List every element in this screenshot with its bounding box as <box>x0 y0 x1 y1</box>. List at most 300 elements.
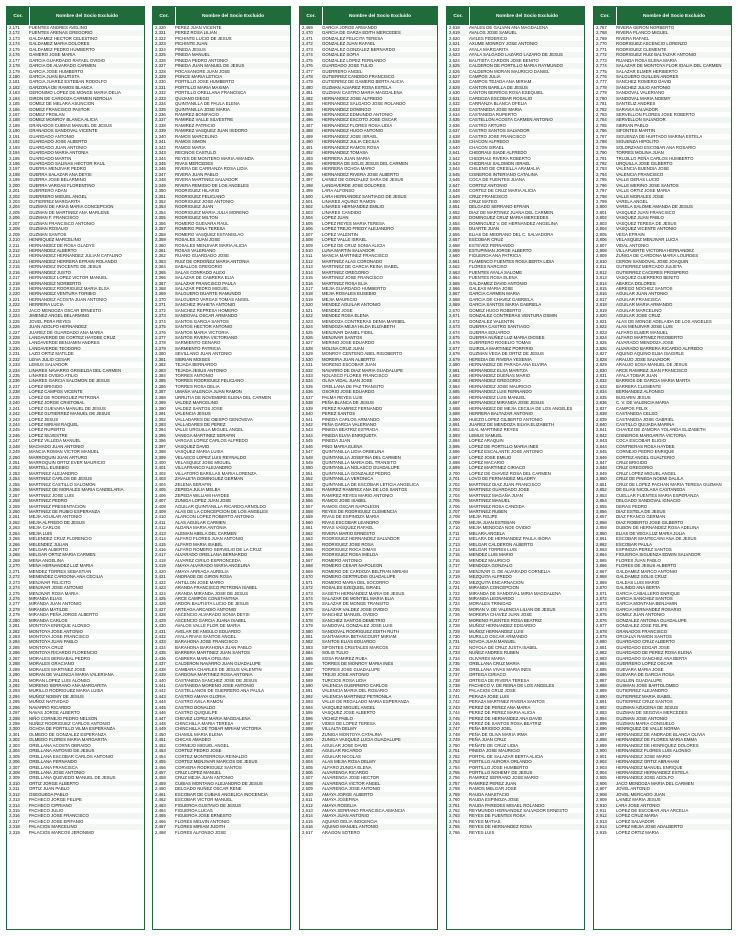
member-name: HERNANDEZ ORTIZ ABRAHAM <box>616 759 679 765</box>
member-name: PINO MARIA ELENA <box>322 443 363 449</box>
member-name: LOPEZ CRUZ MARIA <box>616 813 659 819</box>
member-name: ESTEVEZ FERNANDO <box>469 242 514 248</box>
table-row <box>300 830 437 835</box>
member-name: MEJIA AGUILAR ANTONIO <box>29 514 82 520</box>
row-number: 2,531 <box>302 362 313 368</box>
row-number: 2,258 <box>9 498 20 504</box>
member-name: CRUZ LOPEZ MIGUEL ANGEL <box>616 470 677 476</box>
member-name: HERRERA DE SOLIS JESUS DEL CARMEN <box>322 160 409 166</box>
member-name: CORTEZ ANGEL GUALTERIO <box>616 454 675 460</box>
member-name: SIGUENZA DE HURTADO MARINA ESTELA <box>616 133 703 139</box>
row-number: 2,696 <box>449 449 460 455</box>
row-number: 2,763 <box>449 813 460 819</box>
member-name: MELGAR CALDERON ALBERTO <box>469 541 534 547</box>
member-name: GARCIA JUAREZ ESTEBAN RODOLFO <box>29 79 107 85</box>
member-name: BAUTISTA CARDON JOSE BENITO <box>469 57 539 63</box>
row-number: 2,736 <box>449 666 460 672</box>
row-number: 2,198 <box>9 171 20 177</box>
row-number: 2,652 <box>449 209 460 215</box>
row-number: 2,202 <box>9 193 20 199</box>
member-name: AVILES FEDERICO <box>469 35 508 41</box>
member-name: MARTINEZ PEDRO <box>29 498 68 504</box>
row-number: 2,499 <box>302 188 313 194</box>
member-name: ZELENA SERAFIN <box>175 481 212 487</box>
member-name: ZEPEDA JULIA MELBA <box>175 487 221 493</box>
member-name: CASTRO AVILA RAMON <box>175 699 223 705</box>
member-name: RIVERA MARTINEZ SALVADOR <box>175 177 238 183</box>
member-name: VARELA SALOME AMANDA DE JESUS <box>616 204 693 210</box>
member-name: CHINCHILLA DE TOBAR MIRIAM VICTORIA <box>175 726 262 732</box>
row-number: 2,622 <box>449 46 460 52</box>
row-number: 2,324 <box>155 46 166 52</box>
row-number: 2,365 <box>155 269 166 275</box>
row-number: 2,562 <box>302 530 313 536</box>
row-number: 2,905 <box>596 775 607 781</box>
member-name: PINEDA JESUS <box>175 46 206 52</box>
member-name: GUTIERREZ MARGARITA <box>29 199 81 204</box>
row-number: 2,480 <box>302 84 313 90</box>
row-number: 2,287 <box>9 655 20 661</box>
row-number: 2,210 <box>9 237 20 243</box>
row-number: 2,300 <box>9 726 20 732</box>
row-number: 2,680 <box>449 362 460 368</box>
member-name: ROMERO GERTRUDIS GUADALUPE <box>322 574 396 580</box>
row-number: 2,730 <box>449 634 460 639</box>
row-number: 2,248 <box>9 443 20 449</box>
row-number: 2,509 <box>302 242 313 248</box>
row-number: 2,907 <box>596 786 607 792</box>
member-name: GARCIA HERNANDEZ ROSARIO <box>616 606 682 612</box>
row-number: 2,183 <box>9 90 20 96</box>
member-name: REYES MATIAS <box>469 818 501 824</box>
row-number: 2,580 <box>302 628 313 634</box>
row-number: 2,749 <box>449 737 460 743</box>
member-name: GONZALEZ VALENTIN <box>469 318 515 324</box>
member-name: MIRANDA PEÑA JORGE ALBERTO <box>29 612 99 618</box>
column-header <box>447 7 584 25</box>
member-name: PERAZA MARTINEZ RIVERA SANTOS <box>469 699 545 705</box>
row-number: 2,497 <box>302 177 313 183</box>
row-number: 2,900 <box>596 748 607 754</box>
member-name: ROMERO CESAR NAPOLEON <box>322 563 383 569</box>
row-number: 2,502 <box>302 204 313 210</box>
member-name: CUBIAS MONTANO ALEJANDRO DE JESUS <box>175 780 263 786</box>
row-number: 2,463 <box>155 802 166 808</box>
member-name: ARTEAGA ARCADIO ANTONIO <box>175 606 237 612</box>
member-name: GUZMAN DE MARTINEZ ANA MARLENE <box>29 209 110 215</box>
member-name: SANCHEZ MANUEL OVIDIO <box>322 612 378 618</box>
member-name: LEAL MARTINEZ REYES <box>469 427 519 433</box>
member-name: AMAYA JOSEFINA <box>322 797 359 803</box>
row-number: 2,294 <box>9 693 20 699</box>
row-number: 2,194 <box>9 150 20 156</box>
member-name: REYMUNDO HERNANDEZ SALVADOR ERNESTO <box>469 808 568 813</box>
member-name: RODRIGUEZ ROCA DIMAS <box>322 547 376 552</box>
row-number: 2,288 <box>9 661 20 667</box>
row-number: 2,558 <box>302 508 313 514</box>
member-name: ESCOBAR CRUZ <box>469 237 504 243</box>
member-name: PICHINTE JUAN <box>175 41 208 47</box>
member-name: HERRERA JUAN MARIA <box>322 155 370 161</box>
member-name: ESPINOZA PEREZ SANTOS <box>616 547 672 552</box>
row-number: 2,597 <box>302 721 313 726</box>
member-name: AYALA SALGADO LAZARO LAZARO DE JESUS <box>469 52 563 58</box>
row-number: 2,817 <box>596 296 607 302</box>
member-name: MENENDEZ CARDONA ANA CECILIA <box>29 574 104 580</box>
row-number: 2,874 <box>596 606 607 612</box>
row-number: 2,745 <box>449 715 460 721</box>
member-name: GONZALEZ GONZALEZ BERNARDO <box>322 46 396 52</box>
row-number: 2,702 <box>449 481 460 487</box>
member-name: GUTIERREZ CACERES PROSPERO <box>616 269 689 275</box>
row-number: 2,247 <box>9 438 20 444</box>
member-name: CASTILLO QUIJADA MARINA <box>616 421 675 427</box>
member-name: PALACIOS CRUZ JOSE <box>469 688 516 694</box>
row-number: 2,452 <box>155 742 166 748</box>
row-number: 2,908 <box>596 791 607 797</box>
member-name: CRUZ DE PINEDA NOEMI DALILA <box>616 476 684 482</box>
column-header <box>300 7 437 25</box>
member-name: CABRERA MARIA OFELINA <box>175 655 230 661</box>
member-name: LARA HERNANDEZ SANTIAGO DE JESUS <box>322 193 407 199</box>
member-name: MENDOZA GONZALO <box>469 563 513 569</box>
member-name: HERNANDEZ MANUEL ENRIQUE <box>616 764 683 770</box>
row-number: 2,802 <box>596 215 607 221</box>
row-number: 2,191 <box>9 133 20 139</box>
member-name: ORELLANA CRUZ MARIA <box>469 661 520 667</box>
row-number: 2,269 <box>9 557 20 563</box>
row-number: 2,833 <box>596 383 607 389</box>
member-name: RODRIGUEZ CLEMENTE <box>616 46 667 52</box>
member-name: LAINEZ DE GONZALEZ SARA DE JESUS <box>322 177 404 183</box>
row-number: 2,333 <box>155 95 166 101</box>
member-name: VASQUEZ TERESA DE JESUS <box>616 220 677 226</box>
rows <box>153 25 290 835</box>
row-number: 2,310 <box>9 780 20 786</box>
row-number: 2,594 <box>302 704 313 710</box>
row-number: 2,877 <box>596 623 607 629</box>
member-name: HERRERA BALTAZAR ANTONIO <box>469 411 533 417</box>
row-number: 2,718 <box>449 568 460 574</box>
member-name: AQUINO MANUEL ANTONIO <box>322 824 379 830</box>
row-number: 2,811 <box>596 264 607 270</box>
member-name: MENDEZ ROSA ELENA <box>322 313 369 319</box>
row-number: 2,710 <box>449 525 460 531</box>
row-number: 2,834 <box>596 389 607 395</box>
member-name: RIVERA GERON NORBERTO <box>616 25 675 30</box>
row-number: 2,309 <box>9 775 20 781</box>
row-number: 2,628 <box>449 79 460 85</box>
member-name: LOPEZ DE CRUZ SONIA ALICIA <box>322 242 386 248</box>
member-name: MORENO FUENTES ROSA BEATRIZ <box>469 617 542 623</box>
member-name: SARMIENTO GENARO <box>175 340 221 346</box>
row-number: 2,290 <box>9 672 20 678</box>
row-number: 2,796 <box>596 182 607 188</box>
row-number: 2,430 <box>155 623 166 629</box>
member-name: JUAREZ DE MENDOZA SILVIA ELIZABETH <box>469 421 554 427</box>
row-number: 2,446 <box>155 710 166 716</box>
member-name: GARCIA JOSE HUMBERTO <box>29 68 84 74</box>
row-number: 2,433 <box>155 639 166 645</box>
row-number: 2,646 <box>449 177 460 183</box>
row-number: 2,512 <box>302 258 313 264</box>
member-name: RAMOS MARCELINO <box>175 133 218 139</box>
row-number: 2,574 <box>302 595 313 601</box>
member-name: SALGUERO GUILLEN ANDRES <box>616 73 679 79</box>
member-name: LOPEZ GUEVARA MANUEL DE JESUS <box>29 405 106 411</box>
member-name: GUZMAN FRANCISCO ANTONIO <box>29 220 95 226</box>
row-number: 2,432 <box>155 634 166 639</box>
member-name: DELGADO NUÑEZ OSCAR RENE <box>175 786 242 792</box>
row-number: 2,860 <box>596 530 607 536</box>
row-number: 2,436 <box>155 655 166 661</box>
row-number: 2,465 <box>155 813 166 819</box>
row-number: 2,737 <box>449 672 460 678</box>
member-name: DIAZ ESTELA DE JESUS <box>616 508 666 514</box>
member-name: ALFARO FLORES JUAN ANTONIO <box>175 536 244 542</box>
row-number: 2,279 <box>9 612 20 618</box>
row-number: 2,550 <box>302 465 313 471</box>
row-number: 2,487 <box>302 122 313 128</box>
row-number: 2,418 <box>155 557 166 563</box>
member-name: PACHECO V. DE REINA DE LOS ANGELES <box>469 682 555 688</box>
member-name: HERNANDEZ RODRIGUEZ MARIA ELSA <box>29 286 110 291</box>
row-number: 2,307 <box>9 764 20 770</box>
member-name: VASQUEZ VICENTE ANTONIO <box>616 226 677 232</box>
row-number: 2,381 <box>155 356 166 362</box>
row-number: 2,331 <box>155 84 166 90</box>
row-number: 2,859 <box>596 525 607 531</box>
row-number: 2,635 <box>449 117 460 123</box>
row-number: 2,524 <box>302 324 313 330</box>
member-name: MEJIA ALFREDO DE JESUS <box>29 519 85 525</box>
member-name: SALAZAR ELMER HERIBERTO <box>616 68 678 74</box>
member-name: VASQUEZ DAVID <box>175 443 210 449</box>
row-number: 2,422 <box>155 579 166 585</box>
member-name: GUSMAN JOSE BARTOLOMEO <box>616 682 679 688</box>
member-name: ABREGO NOCHEZ SANTOS <box>616 286 673 291</box>
member-name: QUIJANO DIEGO <box>175 95 210 101</box>
member-name: MARTINEZ ALAS CORONADO <box>322 258 383 264</box>
row-number: 2,552 <box>302 476 313 482</box>
member-name: MANCIA MARTINEZ FRANCISCO <box>322 253 389 259</box>
row-number: 2,395 <box>155 432 166 438</box>
member-name: RIVAS ESCOBAR LEANDRO <box>322 519 379 525</box>
member-name: RIVERA REMIGIO DE LOS ANGELES <box>175 182 249 188</box>
row-number: 2,695 <box>449 443 460 449</box>
row-number: 2,555 <box>302 492 313 498</box>
member-name: HENRIQUEZ DE VALLE NORMA <box>616 726 680 732</box>
row-number: 2,460 <box>155 786 166 792</box>
member-name: SIBRIAN MOISES <box>175 356 211 362</box>
row-number: 2,903 <box>596 764 607 770</box>
row-number: 2,188 <box>9 117 20 123</box>
member-name: ORELLANA ANTONIO DE JESUS <box>29 748 95 754</box>
row-number: 2,401 <box>155 465 166 471</box>
row-number: 2,469 <box>302 25 313 30</box>
member-name: GALDAMEZ MARIA DOLORES <box>29 41 90 47</box>
row-number: 2,214 <box>9 258 20 264</box>
member-name: GUEVARA DE GARCIA ROSA <box>616 672 675 678</box>
row-number: 2,782 <box>596 106 607 112</box>
member-name: TRUJILLO PEÑA CARLOS HUMBERTO <box>616 155 694 161</box>
member-name: FLAMENCO FUENTES ROSA BERTA LIDIA <box>469 258 555 264</box>
member-name: TORRES RODRIGUEZ FELICIANO <box>175 378 244 384</box>
member-name: PALACIOS MARCOS JERONIMO <box>29 829 95 835</box>
member-name: AMAYA SERRANO FRANCISCA AMANCIA <box>322 808 405 813</box>
member-name: ROMERO MARIA DEL SOCORRO <box>322 579 389 585</box>
member-name: RODRIGUEZ JOSE ANTONIO <box>175 199 234 204</box>
member-name: MENA HERNANDEZ LUZ MARIA <box>29 563 94 569</box>
member-name: REYES DE HERNANDEZ ROSA <box>469 824 533 830</box>
row-number: 2,514 <box>302 269 313 275</box>
member-name: DOMINGUEZ V. DE HERNANDEZ ANGELINA <box>469 220 558 226</box>
member-name: ARANDA MIRANDA JOSE DE JESUS <box>175 590 249 596</box>
row-number: 2,301 <box>9 731 20 737</box>
row-number: 2,335 <box>155 106 166 112</box>
row-number: 2,222 <box>9 302 20 308</box>
member-name: MARTINEZ MAGAÑA JUAN <box>469 492 523 498</box>
row-number: 2,228 <box>9 334 20 340</box>
member-name: ALVAREZ CIRILO ESPRONCEDA <box>175 557 241 563</box>
row-number: 2,613 <box>302 808 313 813</box>
row-number: 2,315 <box>9 808 20 813</box>
member-name: MACHADO JUAN ANTONIO <box>29 443 84 449</box>
member-name: ALVARENGA JOSE HECTOR <box>322 775 380 781</box>
row-number: 2,761 <box>449 802 460 808</box>
row-number: 2,756 <box>449 775 460 781</box>
row-number: 2,746 <box>449 721 460 726</box>
member-name: PEREZ ROSA LILIAN <box>175 30 217 36</box>
column-header <box>7 7 144 25</box>
member-name: RIVAS MERCEDES <box>175 160 214 166</box>
row-number: 2,701 <box>449 476 460 482</box>
row-number: 2,608 <box>302 780 313 786</box>
member-name: HERNANDEZ DE PARADA ANA ELVIRA <box>469 362 547 368</box>
member-name: CARDONA MARTINEZ ROSA ANTONIA <box>175 672 253 678</box>
member-name: GUEVARA MARIA JOSE <box>616 666 664 672</box>
member-name: ROSAS VALERIANO <box>175 247 216 253</box>
member-name: PORTILLO AURORA ORLANDO <box>469 759 532 765</box>
member-name: GONZALEZ LOPEZ FERNANDO <box>322 57 386 63</box>
row-number: 2,411 <box>155 519 166 525</box>
row-number: 2,682 <box>449 373 460 378</box>
column-header <box>153 7 290 25</box>
member-name: GUZMAN SANTOS <box>29 231 67 237</box>
row-number: 2,611 <box>302 797 313 803</box>
row-number: 2,570 <box>302 574 313 580</box>
row-number: 2,739 <box>449 682 460 688</box>
member-name: SERVELLON FLORES JOSE ROBERTO <box>616 112 695 117</box>
row-number: 2,571 <box>302 579 313 585</box>
row-number: 2,491 <box>302 144 313 150</box>
member-name: PEÑA JUAN CRUZ <box>469 737 507 743</box>
member-name: VILLATORO BARILLAS MARIA LORENZA <box>175 470 257 476</box>
row-number: 2,317 <box>9 818 20 824</box>
row-number: 2,691 <box>449 421 460 427</box>
row-number: 2,601 <box>302 742 313 748</box>
member-name: MARTINEZ DIAZ JUAN FRANCISCO <box>469 481 541 487</box>
row-number: 2,790 <box>596 150 607 156</box>
row-number: 2,637 <box>449 128 460 134</box>
row-number: 2,208 <box>9 226 20 232</box>
row-number: 2,297 <box>9 710 20 716</box>
row-number: 2,623 <box>449 52 460 58</box>
row-number: 2,444 <box>155 699 166 705</box>
row-number: 2,244 <box>9 421 20 427</box>
row-number: 2,179 <box>9 68 20 74</box>
member-name: GUTIERREZ DE GAMERO BERTA ALICIA <box>322 79 404 85</box>
row-number: 2,724 <box>449 601 460 607</box>
member-name: GALEAS LUIS MARIO <box>616 579 660 585</box>
member-name: DELGADO SANDOVAL IGNACIO <box>616 498 681 504</box>
member-name: TORRES DE MONROY MARIA INES <box>322 661 394 667</box>
row-number: 2,492 <box>302 150 313 156</box>
row-number: 2,429 <box>155 617 166 623</box>
row-number: 2,760 <box>449 797 460 803</box>
member-name: GAMERO JOSE MARIA <box>29 52 76 58</box>
member-name: HERNANDEZ ESCOTO JOSE OSCAR <box>322 117 397 123</box>
member-name: RODRIGUEZ HERNANDEZ SALVADOR <box>322 536 400 542</box>
member-name: CRUZ GREGORIO <box>616 465 653 471</box>
row-number: 2,398 <box>155 449 166 455</box>
member-name: CASTANEDA JOSE GABRIEL <box>616 416 674 422</box>
member-name: AMAYA ALVARADO MARIA ANGELINA <box>175 563 251 569</box>
member-name: COCA ESCOBAR ELIGIO <box>616 438 666 444</box>
member-name: CASTELLANOS DE GUERRERO ANA PAULA <box>175 688 264 694</box>
row-number: 2,592 <box>302 693 313 699</box>
row-number: 2,738 <box>449 677 460 683</box>
row-number: 2,257 <box>9 492 20 498</box>
member-name: RODRIGUEZ MILTON <box>175 215 218 221</box>
member-name: ARCE RAMIREZ JUAN FRANCISCO <box>616 367 688 373</box>
row-number: 2,209 <box>9 231 20 237</box>
member-name: MARTINEZ JOSE LUIS <box>29 492 75 498</box>
row-number: 2,767 <box>596 25 607 30</box>
row-number: 2,896 <box>596 726 607 732</box>
member-name: HENRIQUEZ MARCELINO <box>29 237 82 243</box>
member-name: RODRIGUEZ ASCENCIO LORENZO <box>616 41 688 47</box>
member-name: ALAS DE MONGE ADELAIDA DE LOS ANGELES <box>616 318 712 324</box>
row-number: 2,370 <box>155 296 166 302</box>
member-name: HERNANDEZ GREGORIO <box>469 378 521 384</box>
member-name: ALFARO ROMERO SERVELIO DE LA CRUZ <box>175 547 262 552</box>
member-name: AYALA TOBAR JUAN <box>616 373 658 378</box>
member-name: GUERRA EDUARDO <box>469 329 510 335</box>
member-name: MENJIVAR G. DE ALVARADO CORNELIA <box>469 568 551 574</box>
member-name: ORELLANA FERNANDO <box>29 759 77 765</box>
member-name: MELENDEZ CRUZ FLORENCIO <box>29 536 92 542</box>
member-name: HERNANDEZ FLORES LUIS ALONSO <box>616 748 691 754</box>
row-number: 2,770 <box>596 41 607 47</box>
member-name: HERNANDEZ JOSE MAURICIO <box>469 383 531 389</box>
row-number: 2,382 <box>155 362 166 368</box>
member-name: VALLE DERAS LUCIO <box>616 177 660 183</box>
row-number: 2,711 <box>449 530 460 536</box>
member-name: GALEAS MARIA JOSE <box>469 286 514 291</box>
member-name: HERNANDEZ ELSA MARITZA <box>469 367 528 373</box>
member-name: GUTIERREZ CRUZ SANTOS <box>616 699 673 705</box>
row-number: 2,199 <box>9 177 20 183</box>
member-name: CORTEZ PEDRO JOSE <box>175 748 222 754</box>
row-number: 2,832 <box>596 378 607 384</box>
member-name: QUINTANILLA DE ESCOBAR LETICIA ANGELICA <box>322 481 419 487</box>
row-number: 2,204 <box>9 204 20 210</box>
member-name: CORTEZ DE CRUZ MARIA ALICIA <box>469 188 537 194</box>
member-name: MENJIVAR ROSA MARIA <box>29 590 79 596</box>
row-number: 2,458 <box>155 775 166 781</box>
member-name: RAMIREZ VASQUEZ JUAN ISIDORO <box>175 128 248 134</box>
